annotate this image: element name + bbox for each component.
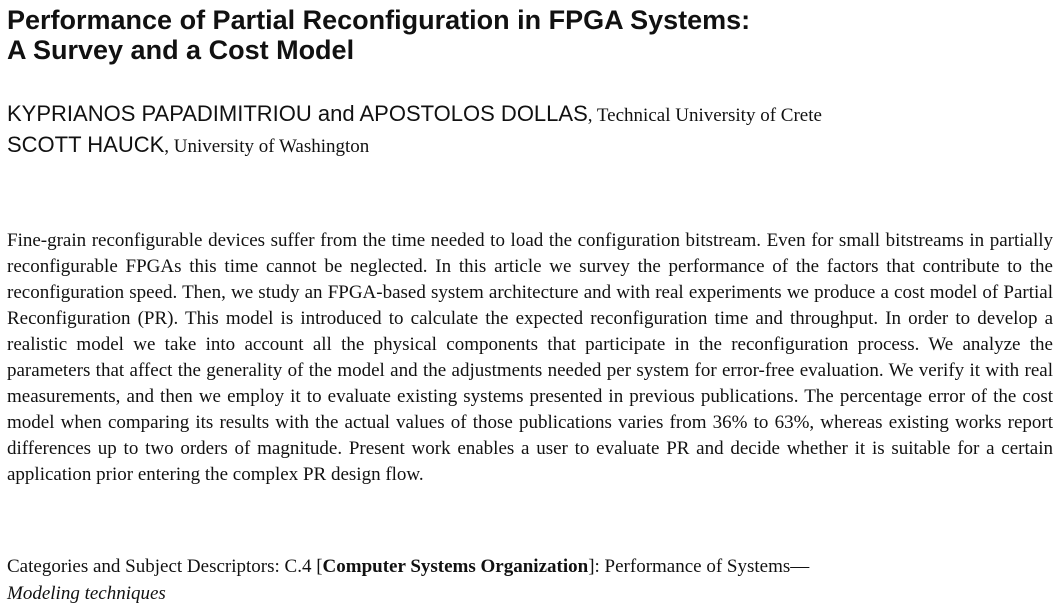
author-affiliation: , Technical University of Crete: [587, 105, 822, 126]
title-line-2: A Survey and a Cost Model: [7, 35, 355, 65]
author-affiliation: , University of Washington: [164, 136, 370, 157]
author-line-2: [7, 130, 1055, 161]
subject-descriptors: [7, 553, 1055, 607]
descriptors-line-2: [7, 580, 1055, 607]
paper-page: [7, 0, 1055, 613]
title-line-1: Performance of Partial Reconfiguration in FPGA Systems:: [7, 5, 751, 35]
author-names: SCOTT HAUCK: [7, 132, 165, 157]
descriptors-category: Computer Systems Organization: [322, 556, 589, 577]
author-names: KYPRIANOS PAPADIMITRIOU and APOSTOLOS DOLLAS: [7, 101, 588, 126]
descriptors-middle: ]: Performance of Systems—: [588, 556, 810, 577]
paper-title: [7, 5, 1055, 65]
abstract-paragraph: Fine-grain reconfigurable devices suffer from the time needed to load the configuration bitstream. Even for small bitstreams in partially reconfigurable FPGAs this time cannot be neglected. In this article we survey the performance of the factors that contribute to the reconfiguration speed. Then, we study an FPGA-based system architecture and with real experiments we produce a cost model of Partial Reconfiguration (PR). This model is introduced to calculate the expected reconfiguration time and throughput. In order to develop a realistic model we take into account all the physical components that participate in the reconfiguration process. We analyze the parameters that affect the generality of the model and the adjustments needed per system for error-free evaluation. We verify it with real measurements, and then we employ it to evaluate existing systems presented in previous publications. The percentage error of the cost model when comparing its results with the actual values of those publications varies from 36% to 63%, whereas existing works report differences up to two orders of magnitude. Present work enables a user to evaluate PR and decide whether it is suitable for a certain application prior entering the complex PR design flow.: [7, 230, 1053, 485]
descriptors-prefix: Categories and Subject Descriptors: C.4 [: [7, 556, 323, 577]
descriptors-technique: Modeling techniques: [7, 583, 166, 604]
author-block: [7, 99, 1055, 161]
descriptors-line-1: [7, 553, 1055, 580]
author-line-1: [7, 99, 1055, 130]
